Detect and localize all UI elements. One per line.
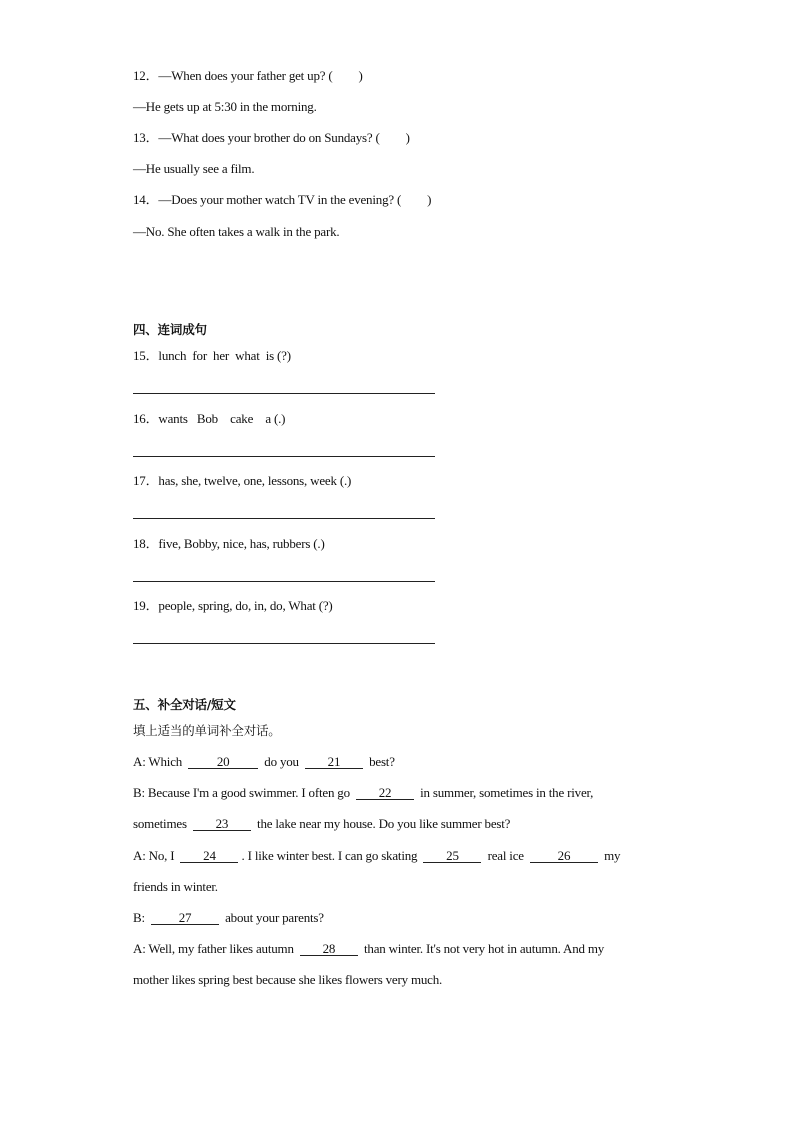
blank-21[interactable]: 21 [305, 755, 363, 769]
question-number: 13． [133, 130, 159, 145]
dialogue-line-3 [133, 816, 510, 832]
dialogue-text: about your parents? [222, 910, 324, 925]
answer-line-17[interactable] [133, 518, 435, 519]
dialogue-line-2 [133, 785, 593, 801]
dialogue-line-7 [133, 941, 604, 957]
question-text: people, spring, do, in, do, What (?) [158, 598, 333, 613]
question-12 [133, 68, 363, 84]
answer-12: —He gets up at 5:30 in the morning. [133, 99, 317, 114]
blank-24[interactable]: 24 [180, 849, 238, 863]
question-18 [133, 536, 325, 552]
answer-line-19[interactable] [133, 643, 435, 644]
dialogue-text: best? [366, 754, 395, 769]
question-text: wants Bob cake a (.) [158, 411, 286, 426]
blank-23[interactable]: 23 [193, 817, 251, 831]
question-number: 15． [133, 348, 159, 363]
dialogue-text: sometimes [133, 816, 190, 831]
dialogue-text: than winter. It's not very hot in autumn. And my [360, 941, 605, 956]
dialogue-text: B: [133, 910, 148, 925]
bracket-close: ) [427, 192, 432, 207]
question-text: —What does your brother do on Sundays? ( [158, 130, 380, 145]
dialogue-line-1 [133, 754, 395, 770]
question-16 [133, 411, 285, 427]
section-heading-4: 四、连词成句 [133, 322, 207, 337]
dialogue-text: the lake near my house. Do you like summer best? [253, 816, 511, 831]
answer-line-15[interactable] [133, 393, 435, 394]
blank-22[interactable]: 22 [356, 786, 414, 800]
bracket-close: ) [405, 130, 410, 145]
question-text: five, Bobby, nice, has, rubbers (.) [158, 536, 325, 551]
question-number: 17． [133, 473, 159, 488]
answer-line-16[interactable] [133, 456, 435, 457]
question-text: lunch for her what is (?) [158, 348, 291, 363]
dialogue-text: real ice [484, 848, 527, 863]
question-19 [133, 598, 333, 614]
instruction-text: 填上适当的单词补全对话。 [133, 723, 281, 738]
dialogue-text: . I like winter best. I can go skating [241, 848, 421, 863]
question-text: —Does your mother watch TV in the evening? ( [158, 192, 402, 207]
dialogue-text: in summer, sometimes in the river, [417, 785, 594, 800]
dialogue-line-6 [133, 910, 324, 926]
answer-13: —He usually see a film. [133, 161, 255, 176]
question-number: 16． [133, 411, 159, 426]
dialogue-text: B: Because I'm a good swimmer. I often go [133, 785, 353, 800]
question-14 [133, 192, 431, 208]
blank-28[interactable]: 28 [300, 942, 358, 956]
question-number: 18． [133, 536, 159, 551]
dialogue-text: A: No, I [133, 848, 178, 863]
dialogue-line-8: mother likes spring best because she likes flowers very much. [133, 972, 443, 987]
dialogue-text: A: Which [133, 754, 186, 769]
blank-20[interactable]: 20 [188, 755, 258, 769]
question-number: 14． [133, 192, 159, 207]
blank-27[interactable]: 27 [151, 911, 219, 925]
dialogue-text: my [601, 848, 621, 863]
dialogue-line-4 [133, 848, 620, 864]
answer-line-18[interactable] [133, 581, 435, 582]
answer-14: —No. She often takes a walk in the park. [133, 224, 340, 239]
question-text: has, she, twelve, one, lessons, week (.) [158, 473, 352, 488]
dialogue-line-5: friends in winter. [133, 879, 218, 894]
dialogue-text: do you [261, 754, 302, 769]
dialogue-text: A: Well, my father likes autumn [133, 941, 297, 956]
question-number: 12． [133, 68, 159, 83]
question-15 [133, 348, 291, 364]
bracket-close: ) [358, 68, 363, 83]
question-text: —When does your father get up? ( [158, 68, 333, 83]
question-number: 19． [133, 598, 159, 613]
blank-25[interactable]: 25 [423, 849, 481, 863]
blank-26[interactable]: 26 [530, 849, 598, 863]
section-heading-5: 五、补全对话/短文 [133, 697, 236, 712]
question-17 [133, 473, 351, 489]
question-13 [133, 130, 410, 146]
